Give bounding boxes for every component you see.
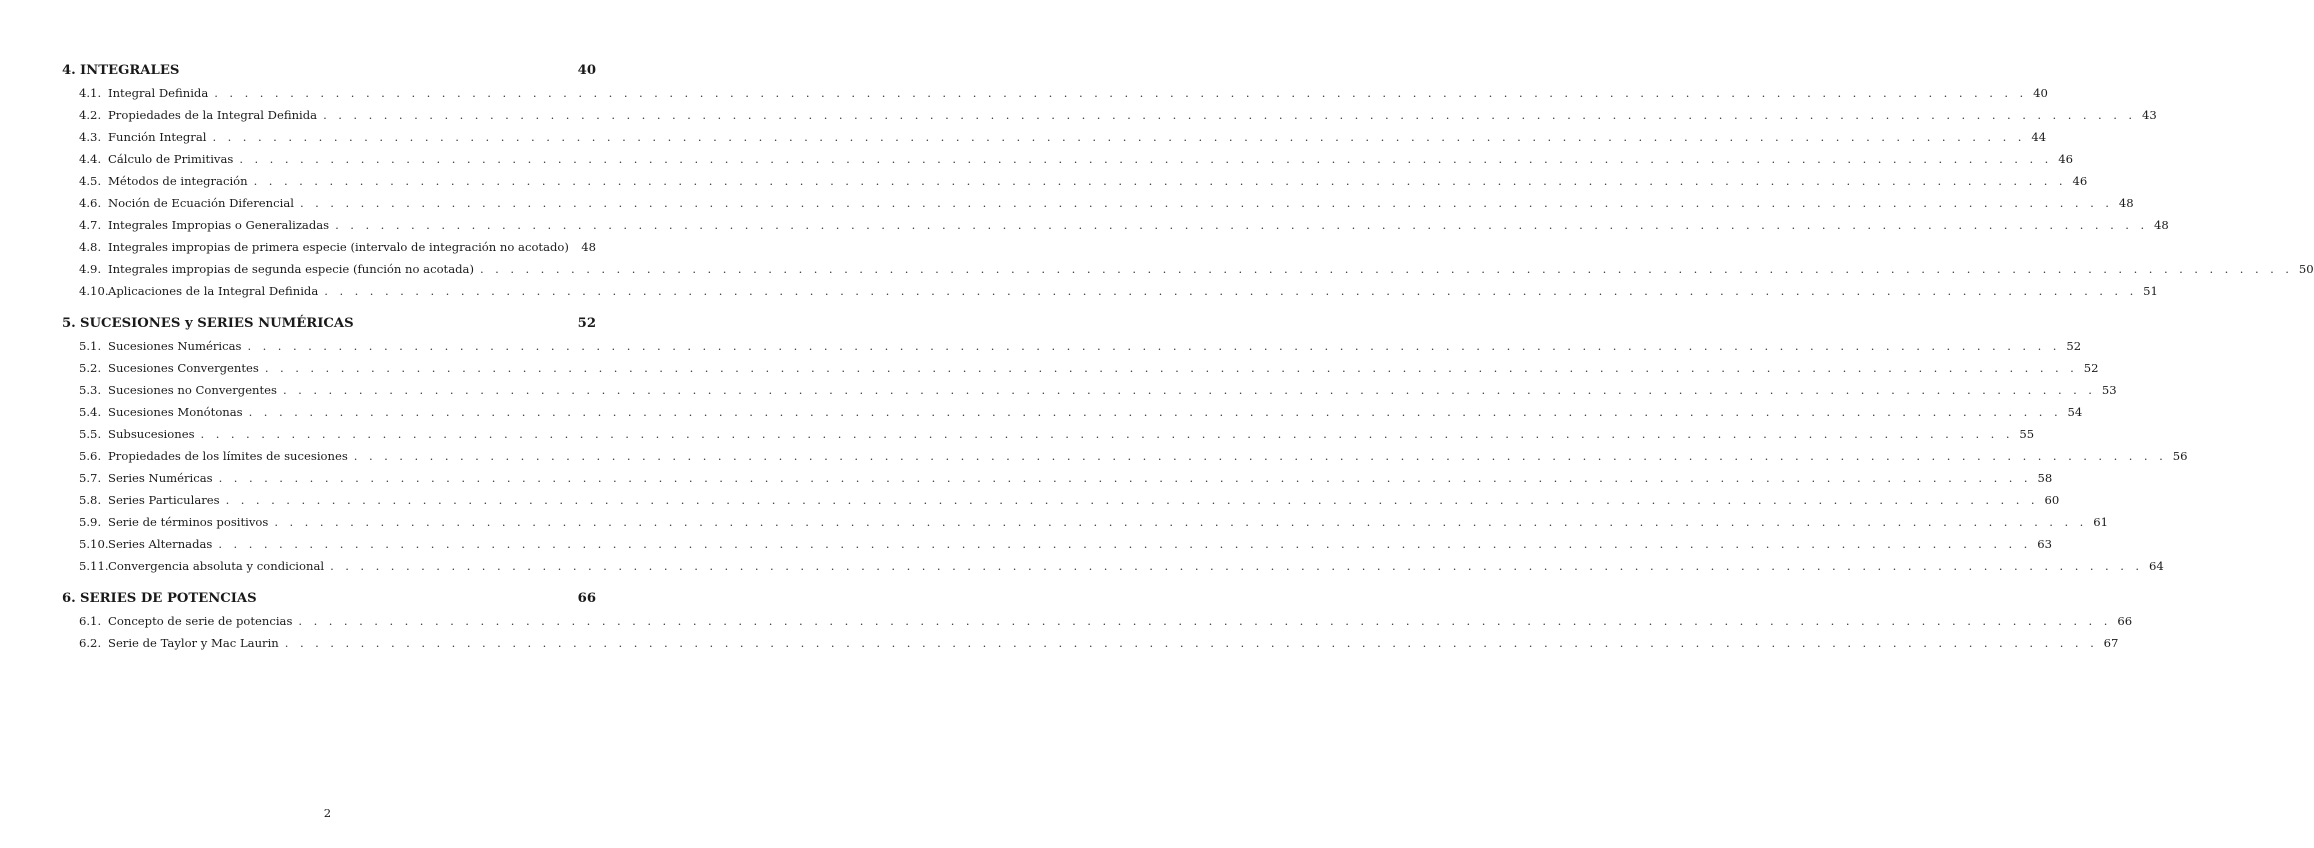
section-title: Subsucesiones [108,427,195,441]
chapter-page: 52 [577,316,596,331]
section-title: Convergencia absoluta y condicional [108,559,325,573]
section-number: 5.8. [79,493,102,507]
dot-leader: . . . . . . . . . . . . . . . . . . . . . . . . . . . . . . . . . . . . . . . . . . . . . . . . . . . . . . . . . . . . . . . . . . . . . . . . . . . . . . . . . . . . . . . . . . . . . . . . . . . . . . . . . . . . . . . . . . . . . . . . [253,174,2067,188]
dot-leader: . . . . . . . . . . . . . . . . . . . . . . . . . . . . . . . . . . . . . . . . . . . . . . . . . . . . . . . . . . . . . . . . . . . . . . . . . . . . . . . . . . . . . . . . . . . . . . . . . . . . . . . . . . . . . . . . . . . . . . . . [239,152,2053,166]
dot-leader: . . . . . . . . . . . . . . . . . . . . . . . . . . . . . . . . . . . . . . . . . . . . . . . . . . . . . . . . . . . . . . . . . . . . . . . . . . . . . . . . . . . . . . . . . . . . . . . . . . . . . . . . . . . . . . . . . . . . . . . . [247,339,2061,353]
section-number: 6.1. [79,614,102,628]
section-number: 5.1. [79,339,102,353]
section-title: Integrales impropias de primera especie (intervalo de integración no acotado) [108,240,569,254]
toc-chapter-block [62,588,2133,654]
section-page: 64 [2148,559,2164,573]
section-title: Series Particulares [108,493,220,507]
section-number: 4.2. [79,108,102,122]
dot-leader: . . . . . . . . . . . . . . . . . . . . . . . . . . . . . . . . . . . . . . . . . . . . . . . . . . . . . . . . . . . . . . . . . . . . . . . . . . . . . . . . . . . . . . . . . . . . . . . . . . . . . . . . . . . . . . . . . . . . . . . . [335,218,2149,232]
section-title: Métodos de integración [108,174,248,188]
section-page: 46 [2058,152,2073,166]
toc-entry[interactable] [62,632,2119,654]
toc-entry[interactable] [62,236,596,258]
section-number: 4.8. [79,240,102,254]
section-title: Sucesiones Convergentes [108,361,259,375]
section-title: Serie de términos positivos [108,515,269,529]
toc-entry[interactable] [62,445,2188,467]
dot-leader: . . . . . . . . . . . . . . . . . . . . . . . . . . . . . . . . . . . . . . . . . . . . . . . . . . . . . . . . . . . . . . . . . . . . . . . . . . . . . . . . . . . . . . . . . . . . . . . . . . . . . . . . . . . . . . . . . . . . . . . . [330,559,2143,573]
section-page: 48 [581,240,596,254]
section-title: Función Integral [108,130,207,144]
section-page: 52 [2083,361,2099,375]
chapter-heading[interactable] [62,60,596,82]
chapter-title: SERIES DE POTENCIAS [80,591,257,606]
section-title: Integrales impropias de segunda especie (función no acotada) [108,262,474,276]
page-number: 2 [323,806,332,820]
section-page: 66 [2117,614,2133,628]
dot-leader: . . . . . . . . . . . . . . . . . . . . . . . . . . . . . . . . . . . . . . . . . . . . . . . . . . . . . . . . . . . . . . . . . . . . . . . . . . . . . . . . . . . . . . . . . . . . . . . . . . . . . . . . . . . . . . . . . . . . . . . . [218,537,2032,551]
section-page: 55 [2019,427,2035,441]
toc-entry[interactable] [62,489,2060,511]
section-page: 53 [2101,383,2117,397]
toc-entry[interactable] [62,423,2035,445]
section-number: 6.2. [79,636,102,650]
chapter-number: 6. [62,591,76,606]
section-number: 4.3. [79,130,102,144]
dot-leader: . . . . . . . . . . . . . . . . . . . . . . . . . . . . . . . . . . . . . . . . . . . . . . . . . . . . . . . . . . . . . . . . . . . . . . . . . . . . . . . . . . . . . . . . . . . . . . . . . . . . . . . . . . . . . . . . . . . . . . . . [225,493,2039,507]
section-number: 4.7. [79,218,102,232]
dot-leader: . . . . . . . . . . . . . . . . . . . . . . . . . . . . . . . . . . . . . . . . . . . . . . . . . . . . . . . . . . . . . . . . . . . . . . . . . . . . . . . . . . . . . . . . . . . . . . . . . . . . . . . . . . . . . . . . . . . . . . . . [284,636,2098,650]
section-number: 4.9. [79,262,102,276]
section-title: Cálculo de Primitivas [108,152,234,166]
toc-entry[interactable] [62,258,2314,280]
toc-chapter-block [62,313,2188,577]
toc-entry[interactable] [62,82,2048,104]
dot-leader: . . . . . . . . . . . . . . . . . . . . . . . . . . . . . . . . . . . . . . . . . . . . . . . . . . . . . . . . . . . . . . . . . . . . . . . . . . . . . . . . . . . . . . . . . . . . . . . . . . . . . . . . . . . . . . . . . . . . . . . . [283,383,2096,397]
section-number: 5.3. [79,383,102,397]
section-page: 48 [2154,218,2169,232]
section-page: 43 [2141,108,2157,122]
section-number: 5.11. [79,559,109,573]
toc-entry[interactable] [62,126,2047,148]
toc-entry[interactable] [62,280,2158,302]
dot-leader: . . . . . . . . . . . . . . . . . . . . . . . . . . . . . . . . . . . . . . . . . . . . . . . . . . . . . . . . . . . . . . . . . . . . . . . . . . . . . . . . . . . . . . . . . . . . . . . . . . . . . . . . . . . . . . . . . . . . . . . . [353,449,2167,463]
section-number: 5.5. [79,427,102,441]
section-number: 4.5. [79,174,102,188]
toc-entry[interactable] [62,214,2169,236]
dot-leader: . . . . . . . . . . . . . . . . . . . . . . . . . . . . . . . . . . . . . . . . . . . . . . . . . . . . . . . . . . . . . . . . . . . . . . . . . . . . . . . . . . . . . . . . . . . . . . . . . . . . . . . . . . . . . . . . . . . . . . . . [299,196,2113,210]
section-list [62,610,2133,654]
chapter-page: 40 [577,63,596,78]
section-number: 5.10. [79,537,109,551]
section-number: 5.2. [79,361,102,375]
section-page: 51 [2143,284,2158,298]
section-title: Sucesiones Numéricas [108,339,242,353]
chapter-title: INTEGRALES [80,63,180,78]
chapter-title-group [62,60,179,82]
dot-leader: . . . . . . . . . . . . . . . . . . . . . . . . . . . . . . . . . . . . . . . . . . . . . . . . . . . . . . . . . . . . . . . . . . . . . . . . . . . . . . . . . . . . . . . . . . . . . . . . . . . . . . . . . . . . . . . . . . . . . . . . [248,405,2062,419]
section-page: 52 [2066,339,2082,353]
section-page: 46 [2072,174,2088,188]
toc-entry[interactable] [62,533,2053,555]
section-title: Sucesiones no Convergentes [108,383,277,397]
section-page: 58 [2037,471,2053,485]
chapter-number: 5. [62,316,76,331]
section-title: Noción de Ecuación Diferencial [108,196,294,210]
section-title: Serie de Taylor y Mac Laurin [108,636,279,650]
section-list [62,82,2314,302]
dot-leader: . . . . . . . . . . . . . . . . . . . . . . . . . . . . . . . . . . . . . . . . . . . . . . . . . . . . . . . . . . . . . . . . . . . . . . . . . . . . . . . . . . . . . . . . . . . . . . . . . . . . . . . . . . . . . . . . . . . . . . . . [212,130,2026,144]
dot-leader: . . . . . . . . . . . . . . . . . . . . . . . . . . . . . . . . . . . . . . . . . . . . . . . . . . . . . . . . . . . . . . . . . . . . . . . . . . . . . . . . . . . . . . . . . . . . . . . . . . . . . . . . . . . . . . . . . . . . . . . . [214,86,2028,100]
section-page: 44 [2031,130,2047,144]
toc-entry[interactable] [62,170,2088,192]
chapter-heading[interactable] [62,588,596,610]
dot-leader: . . . . . . . . . . . . . . . . . . . . . . . . . . . . . . . . . . . . . . . . . . . . . . . . . . . . . . . . . . . . . . . . . . . . . . . . . . . . . . . . . . . . . . . . . . . . . . . . . . . . . . . . . . . . . . . . . . . . . . . . [324,284,2138,298]
chapter-page: 66 [577,591,596,606]
section-page: 50 [2298,262,2314,276]
dot-leader: . . . . . . . . . . . . . . . . . . . . . . . . . . . . . . . . . . . . . . . . . . . . . . . . . . . . . . . . . . . . . . . . . . . . . . . . . . . . . . . . . . . . . . . . . . . . . . . . . . . . . . . . . . . . . . . . . . . . . . . . [218,471,2032,485]
section-page: 60 [2044,493,2060,507]
section-title: Propiedades de la Integral Definida [108,108,318,122]
section-list [62,335,2188,577]
toc-entry[interactable] [62,401,2083,423]
section-title: Integrales Impropias o Generalizadas [108,218,330,232]
chapter-title-group [62,588,257,610]
table-of-contents [62,60,2314,665]
section-page: 54 [2067,405,2083,419]
section-page: 56 [2172,449,2188,463]
toc-entry[interactable] [62,511,2108,533]
chapter-number: 4. [62,63,76,78]
chapter-title-group [62,313,354,335]
section-title: Series Numéricas [108,471,213,485]
toc-entry[interactable] [62,192,2134,214]
section-title: Integral Definida [108,86,209,100]
toc-chapter-block [62,60,2314,302]
chapter-title: SUCESIONES y SERIES NUMÉRICAS [80,316,354,331]
section-number: 4.10. [79,284,109,298]
toc-entry[interactable] [62,610,2133,632]
toc-entry[interactable] [62,104,2157,126]
section-title: Propiedades de los límites de sucesiones [108,449,348,463]
dot-leader: . . . . . . . . . . . . . . . . . . . . . . . . . . . . . . . . . . . . . . . . . . . . . . . . . . . . . . . . . . . . . . . . . . . . . . . . . . . . . . . . . . . . . . . . . . . . . . . . . . . . . . . . . . . . . . . . . . . . . . . . [264,361,2078,375]
section-number: 4.6. [79,196,102,210]
section-title: Concepto de serie de potencias [108,614,293,628]
section-title: Sucesiones Monótonas [108,405,243,419]
section-page: 48 [2118,196,2134,210]
toc-entry[interactable] [62,379,2117,401]
section-title: Aplicaciones de la Integral Definida [108,284,319,298]
section-number: 4.4. [79,152,102,166]
section-number: 5.9. [79,515,102,529]
chapter-heading[interactable] [62,313,596,335]
section-number: 5.4. [79,405,102,419]
dot-leader: . . . . . . . . . . . . . . . . . . . . . . . . . . . . . . . . . . . . . . . . . . . . . . . . . . . . . . . . . . . . . . . . . . . . . . . . . . . . . . . . . . . . . . . . . . . . . . . . . . . . . . . . . . . . . . . . . . . . . . . . [480,262,2293,276]
dot-leader: . . . . . . . . . . . . . . . . . . . . . . . . . . . . . . . . . . . . . . . . . . . . . . . . . . . . . . . . . . . . . . . . . . . . . . . . . . . . . . . . . . . . . . . . . . . . . . . . . . . . . . . . . . . . . . . . . . . . . . . . [200,427,2014,441]
toc-entry[interactable] [62,335,2082,357]
section-page: 67 [2103,636,2119,650]
toc-chapters [62,60,2314,654]
toc-entry[interactable] [62,467,2053,489]
dot-leader: . . . . . . . . . . . . . . . . . . . . . . . . . . . . . . . . . . . . . . . . . . . . . . . . . . . . . . . . . . . . . . . . . . . . . . . . . . . . . . . . . . . . . . . . . . . . . . . . . . . . . . . . . . . . . . . . . . . . . . . . [274,515,2088,529]
section-number: 5.6. [79,449,102,463]
dot-leader: . . . . . . . . . . . . . . . . . . . . . . . . . . . . . . . . . . . . . . . . . . . . . . . . . . . . . . . . . . . . . . . . . . . . . . . . . . . . . . . . . . . . . . . . . . . . . . . . . . . . . . . . . . . . . . . . . . . . . . . . [323,108,2136,122]
section-number: 5.7. [79,471,102,485]
toc-entry[interactable] [62,148,2073,170]
section-page: 63 [2037,537,2053,551]
toc-entry[interactable] [62,357,2099,379]
section-number: 4.1. [79,86,102,100]
section-page: 61 [2093,515,2108,529]
dot-leader: . . . . . . . . . . . . . . . . . . . . . . . . . . . . . . . . . . . . . . . . . . . . . . . . . . . . . . . . . . . . . . . . . . . . . . . . . . . . . . . . . . . . . . . . . . . . . . . . . . . . . . . . . . . . . . . . . . . . . . . . [298,614,2112,628]
toc-entry[interactable] [62,555,2164,577]
section-page: 40 [2033,86,2048,100]
section-title: Series Alternadas [108,537,213,551]
